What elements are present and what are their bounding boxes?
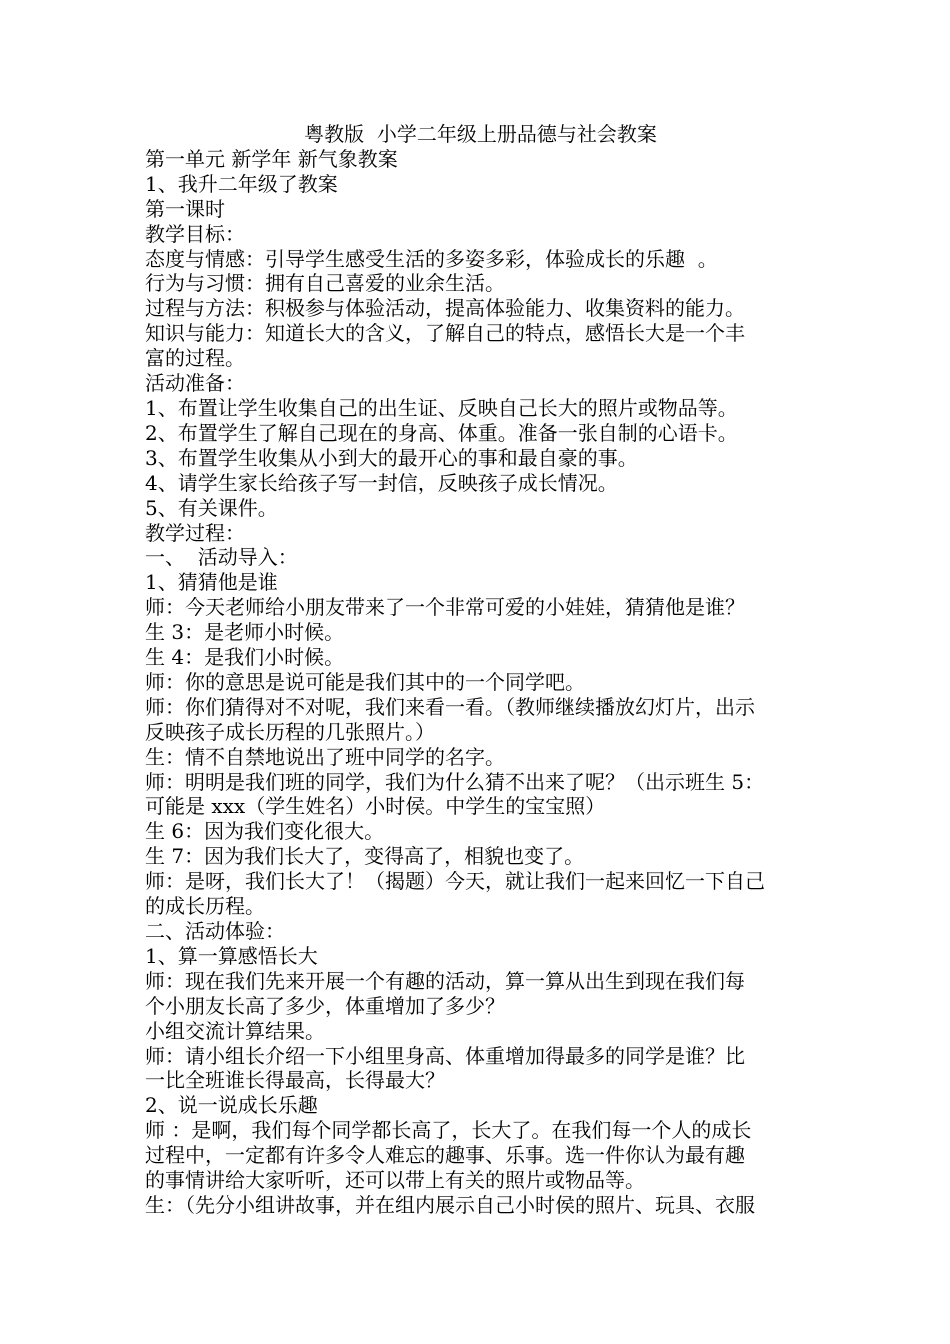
text-line: 生 4：是我们小时候。 bbox=[145, 645, 345, 670]
text-line: 师：现在我们先来开展一个有趣的活动，算一算从出生到现在我们每 bbox=[145, 968, 745, 993]
text-line: 生 6：因为我们变化很大。 bbox=[145, 819, 385, 844]
text-line: 行为与习惯：拥有自己喜爱的业余生活。 bbox=[145, 271, 505, 296]
text-line: 的事情讲给大家听听，还可以带上有关的照片或物品等。 bbox=[145, 1168, 645, 1193]
text-line: 1、布置让学生收集自己的出生证、反映自己长大的照片或物品等。 bbox=[145, 395, 738, 420]
text-line: 4、请学生家长给孩子写一封信，反映孩子成长情况。 bbox=[145, 470, 618, 495]
text-line: 师：你们猜得对不对呢，我们来看一看。（教师继续播放幻灯片，出示 bbox=[145, 694, 755, 719]
text-line: 反映孩子成长历程的几张照片。） bbox=[145, 719, 435, 744]
text-line: 过程中，一定都有许多令人难忘的趣事、乐事。选一件你认为最有趣 bbox=[145, 1143, 745, 1168]
text-line: 生：（先分小组讲故事，并在组内展示自己小时侯的照片、玩具、衣服 bbox=[145, 1192, 755, 1217]
text-line: 个小朋友长高了多少，体重增加了多少？ bbox=[145, 993, 505, 1018]
text-line: 2、布置学生了解自己现在的身高、体重。准备一张自制的心语卡。 bbox=[145, 420, 738, 445]
text-line: 1、算一算感悟长大 bbox=[145, 943, 318, 968]
text-line: 师：是呀，我们长大了！（揭题）今天，就让我们一起来回忆一下自己 bbox=[145, 869, 765, 894]
text-line: 师：明明是我们班的同学，我们为什么猜不出来了呢？（出示班生 5： bbox=[145, 769, 765, 794]
text-line: 师：今天老师给小朋友带来了一个非常可爱的小娃娃，猜猜他是谁？ bbox=[145, 595, 745, 620]
text-line: 教学过程： bbox=[145, 520, 245, 545]
text-line: 1、猜猜他是谁 bbox=[145, 570, 278, 595]
text-line: 师：你的意思是说可能是我们其中的一个同学吧。 bbox=[145, 669, 585, 694]
text-line: 生 7：因为我们长大了，变得高了，相貌也变了。 bbox=[145, 844, 585, 869]
text-line: 5、有关课件。 bbox=[145, 495, 278, 520]
text-line: 生：情不自禁地说出了班中同学的名字。 bbox=[145, 744, 505, 769]
text-line: 一、 活动导入： bbox=[145, 545, 298, 570]
text-line: 教学目标： bbox=[145, 221, 245, 246]
text-line: 富的过程。 bbox=[145, 346, 245, 371]
document-title: 粤教版 小学二年级上册品德与社会教案 bbox=[304, 122, 657, 146]
text-line: 二、活动体验： bbox=[145, 919, 285, 943]
text-line: 第一课时 bbox=[145, 196, 225, 221]
text-line: 生 3：是老师小时候。 bbox=[145, 620, 345, 645]
document-body bbox=[145, 122, 810, 1218]
text-line: 师：请小组长介绍一下小组里身高、体重增加得最多的同学是谁？比 bbox=[145, 1043, 745, 1068]
text-line: 态度与情感：引导学生感受生活的多姿多彩，体验成长的乐趣 。 bbox=[145, 246, 718, 271]
text-line: 知识与能力：知道长大的含义，了解自己的特点，感悟长大是一个丰 bbox=[145, 321, 745, 346]
text-line: 过程与方法：积极参与体验活动，提高体验能力、收集资料的能力。 bbox=[145, 296, 745, 321]
text-line: 一比全班谁长得最高，长得最大？ bbox=[145, 1068, 445, 1093]
text-line: 可能是 xxx（学生姓名）小时侯。中学生的宝宝照） bbox=[145, 794, 606, 819]
text-line: 小组交流计算结果。 bbox=[145, 1018, 325, 1043]
text-line: 3、布置学生收集从小到大的最开心的事和最自豪的事。 bbox=[145, 445, 638, 470]
text-line: 第一单元 新学年 新气象教案 bbox=[145, 146, 398, 171]
document-lines bbox=[145, 147, 810, 1218]
text-line: 师 ：是啊，我们每个同学都长高了，长大了。在我们每一个人的成长 bbox=[145, 1118, 752, 1143]
text-line: 2、说一说成长乐趣 bbox=[145, 1093, 318, 1118]
text-line: 1、我升二年级了教案 bbox=[145, 171, 338, 196]
text-line: 的成长历程。 bbox=[145, 894, 265, 919]
text-line: 活动准备： bbox=[145, 371, 245, 396]
